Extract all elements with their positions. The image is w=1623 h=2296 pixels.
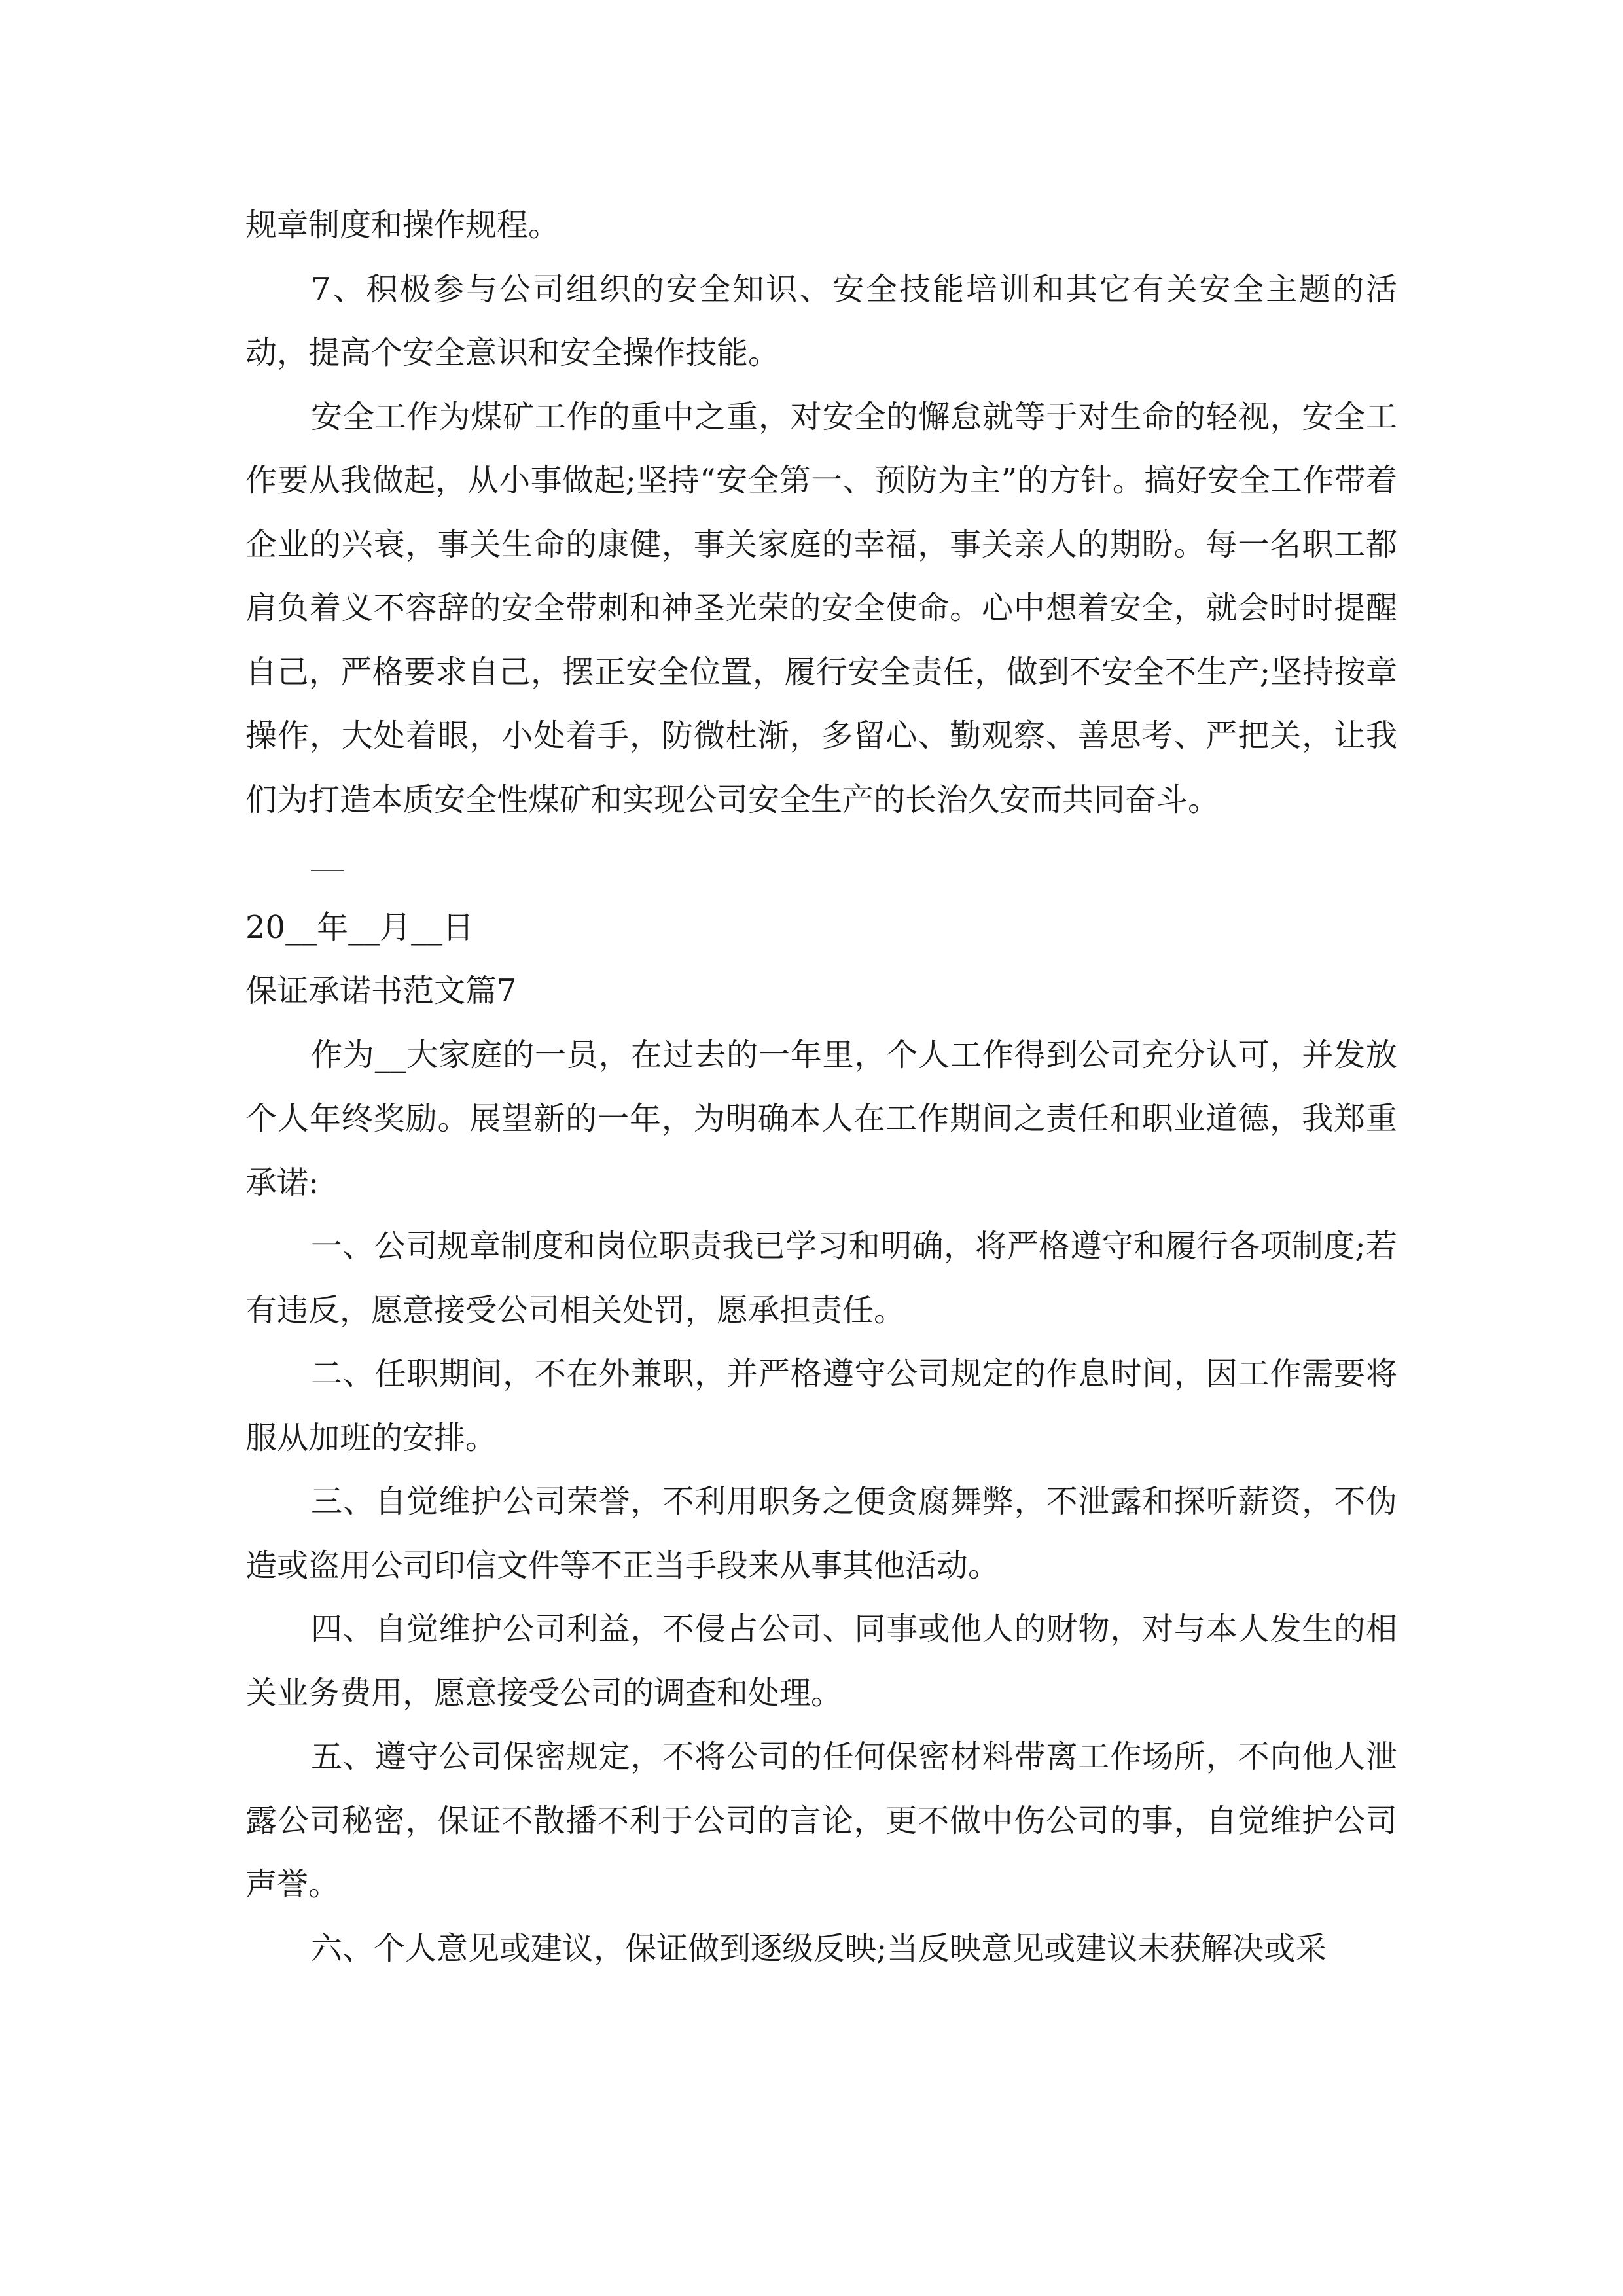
date-line: 20__年__月__日 bbox=[245, 908, 474, 946]
paragraph-pledge-3: 三、自觉维护公司荣誉，不利用职务之便贪腐舞弊，不泄露和探听薪资，不伪造或盗用公司印信文件等不正当手段来从事其他活动。 bbox=[245, 1483, 1397, 1584]
signature-blank-line bbox=[245, 832, 1397, 896]
paragraph-pledge-1: 一、公司规章制度和岗位职责我已学习和明确，将严格遵守和履行各项制度;若有违反，愿意接受公司相关处罚，愿承担责任。 bbox=[245, 1228, 1397, 1329]
paragraph-continuation: 规章制度和操作规程。 bbox=[245, 207, 560, 243]
section-title: 保证承诺书范文篇7 bbox=[245, 973, 517, 1009]
paragraph-intro: 作为__大家庭的一员，在过去的一年里，个人工作得到公司充分认可，并发放个人年终奖励。展望新的一年，为明确本人在工作期间之责任和职业道德，我郑重承诺: bbox=[245, 1036, 1397, 1201]
paragraph-pledge-6: 六、个人意见或建议，保证做到逐级反映;当反映意见或建议未获解决或采 bbox=[311, 1929, 1327, 1967]
paragraph-pledge-4: 四、自觉维护公司利益，不侵占公司、同事或他人的财物，对与本人发生的相关业务费用，愿意接受公司的调查和处理。 bbox=[245, 1611, 1397, 1712]
paragraph-safety-summary: 安全工作为煤矿工作的重中之重，对安全的懈怠就等于对生命的轻视，安全工作要从我做起，从小事做起;坚持“安全第一、预防为主”的方针。搞好安全工作带着企业的兴衰，事关生命的康健，事关家庭的幸福，事关亲人的期盼。每一名职工都肩负着义不容辞的安全带刺和神圣光荣的安全使命。心中想着安全，就会时时提醒自己，严格要求自己，摆正安全位置，履行安全责任，做到不安全不生产;坚持按章操作，大处着眼，小处着手，防微杜渐，多留心、勤观察、善思考、严把关，让我们为打造本质安全性煤矿和实现公司安全生产的长治久安而共同奋斗。 bbox=[245, 398, 1397, 818]
paragraph-pledge-2: 二、任职期间，不在外兼职，并严格遵守公司规定的作息时间，因工作需要将服从加班的安排。 bbox=[245, 1355, 1397, 1456]
document-body bbox=[245, 194, 1397, 1981]
paragraph-item-7: 7、积极参与公司组织的安全知识、安全技能培训和其它有关安全主题的活动，提高个安全意识和安全操作技能。 bbox=[245, 270, 1397, 371]
paragraph-pledge-5: 五、遵守公司保密规定，不将公司的任何保密材料带离工作场所，不向他人泄露公司秘密，保证不散播不利于公司的言论，更不做中伤公司的事，自觉维护公司声誉。 bbox=[245, 1738, 1397, 1903]
